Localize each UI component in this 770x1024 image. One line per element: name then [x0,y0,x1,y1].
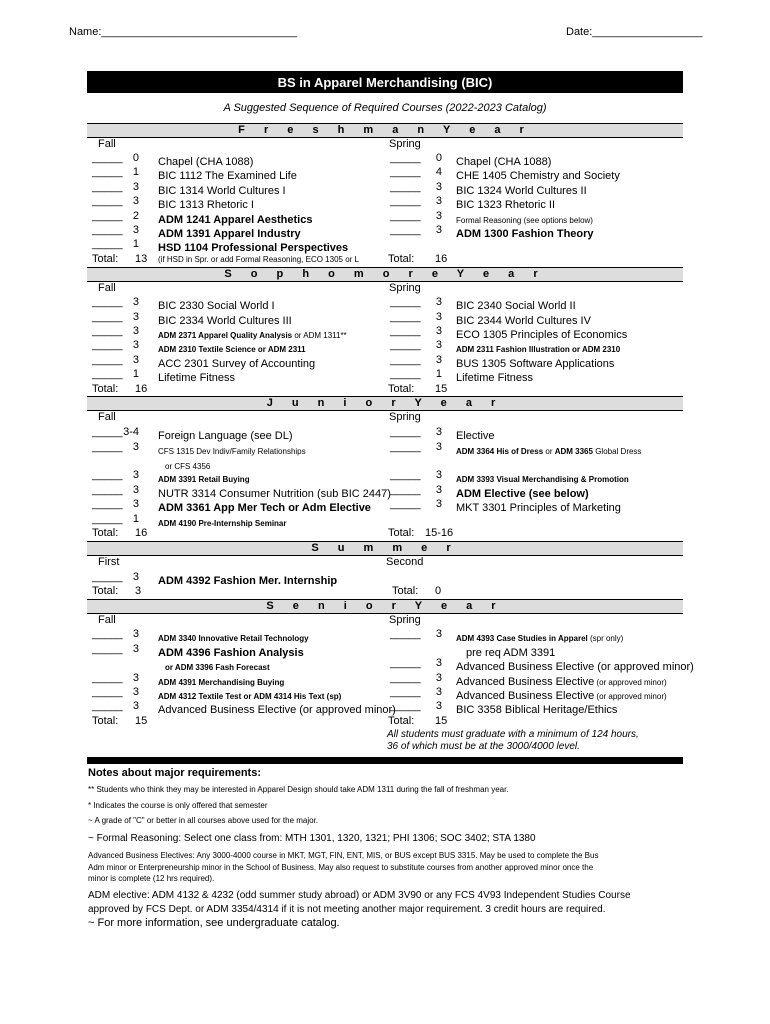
course-check-blank[interactable]: _____ [92,571,123,583]
course-check-blank[interactable]: _____ [390,700,421,712]
course-check-blank[interactable]: _____ [390,224,421,236]
freshman-year-heading: F r e s h m a n Y e a r [238,124,532,136]
credit-hours: 3 [435,469,442,481]
note-business-electives-1: Advanced Business Electives: Any 3000-4000 course in MKT, MGT, FIN, ENT, MIS, or BUS except BUS 3315. May be used to complete the Bus [88,851,599,860]
course-check-blank[interactable]: _____ [92,686,123,698]
senior-left-total: 15 [135,715,148,727]
course-check-blank[interactable]: _____ [390,152,421,164]
course-row [456,441,641,459]
course-name: Chapel (CHA 1088) [158,156,254,168]
course-check-blank[interactable]: _____ [92,195,123,207]
course-check-blank[interactable]: _____ [92,311,123,323]
junior-year-heading: J u n i o r Y e a r [266,397,504,409]
course-name: Advanced Business Elective [456,676,595,688]
course-name: ADM 2311 Fashion Illustration or ADM 2310 [456,345,621,354]
freshman-total-note: (if HSD in Spr. or add Formal Reasoning, ECO 1305 or L [158,255,359,264]
note-offered: * Indicates the course is only offered that semester [88,801,268,810]
course-name: ADM 4190 Pre-Internship Seminar [158,519,287,528]
junior-left-total-label: Total: [92,527,119,539]
credit-hours: 3-4 [123,426,139,438]
course-name-alt: ADM 3365 [554,447,593,456]
course-check-blank[interactable]: _____ [390,325,421,337]
credit-hours: 3 [435,339,442,351]
credit-hours: 3 [435,296,442,308]
senior-right-total-label: Total: [388,715,415,727]
course-check-blank[interactable]: _____ [92,469,123,481]
course-check-blank[interactable]: _____ [390,181,421,193]
credit-hours: 3 [435,325,442,337]
course-check-blank[interactable]: _____ [92,238,123,250]
course-note: (spr only) [587,634,624,643]
course-check-blank[interactable]: _____ [92,166,123,178]
course-row [158,368,235,386]
course-check-blank[interactable]: _____ [390,339,421,351]
credit-hours: 0 [132,152,139,164]
course-check-blank[interactable]: _____ [390,210,421,222]
credit-hours: 3 [132,700,139,712]
course-check-blank[interactable]: _____ [390,484,421,496]
credit-hours: 3 [132,296,139,308]
course-row [158,513,286,531]
course-name: ADM 4396 Fashion Analysis [158,647,304,659]
sophomore-year-heading: S o p h o m o r e Y e a r [224,268,546,280]
course-row [456,700,617,718]
sophomore-left-total: 16 [135,383,148,395]
freshman-left-total-label: Total: [92,253,119,265]
freshman-year-header [87,123,683,138]
course-row [158,571,337,589]
course-name: ADM Elective (see below) [456,488,589,500]
course-check-blank[interactable]: _____ [92,513,123,525]
note-adm-elective-1: ADM elective: ADM 4132 & 4232 (odd summer study abroad) or ADM 3V90 or any FCS 4V93 Independent Studies Course [88,890,631,901]
freshman-right-total: 16 [435,253,448,265]
course-check-blank[interactable]: _____ [92,498,123,510]
course-name: ECO 1305 Principles of Economics [456,329,628,341]
course-check-blank[interactable]: _____ [390,686,421,698]
course-check-blank[interactable]: _____ [92,339,123,351]
course-check-blank[interactable]: _____ [92,426,123,438]
summer-right-total-label: Total: [392,585,419,597]
course-row [456,224,594,242]
junior-left-term: Fall [98,411,116,423]
summer-left-total-label: Total: [92,585,119,597]
date-field-label[interactable]: Date:__________________ [566,26,703,38]
course-name: Foreign Language (see DL) [158,430,293,442]
note-catalog: ~ For more information, see undergraduate catalog. [88,917,340,929]
course-check-blank[interactable]: _____ [390,195,421,207]
freshman-right-term: Spring [389,138,421,150]
course-name: CHE 1405 Chemistry and Society [456,170,620,182]
course-name: Advanced Business Elective (or approved minor) [158,704,396,716]
course-note: (or approved minor) [594,678,667,687]
course-name: BIC 1313 Rhetoric I [158,199,254,211]
course-note: Global Dress [592,447,642,456]
sophomore-left-term: Fall [98,282,116,294]
course-check-blank[interactable]: _____ [390,469,421,481]
course-name: ADM 3391 Retail Buying [158,475,250,484]
credit-hours: 3 [435,484,442,496]
course-name: Lifetime Fitness [456,372,534,384]
course-check-blank[interactable]: _____ [92,210,123,222]
course-check-blank[interactable]: _____ [92,700,123,712]
course-check-blank[interactable]: _____ [92,152,123,164]
course-name: BIC 2334 World Cultures III [158,315,292,327]
credit-hours: 3 [132,339,139,351]
credit-hours: 1 [435,368,442,380]
course-check-blank[interactable]: _____ [92,672,123,684]
credit-hours: 3 [132,484,139,496]
junior-year-header [87,396,683,411]
summer-left-total: 3 [135,585,142,597]
course-name: BIC 3358 Biblical Heritage/Ethics [456,704,618,716]
course-name: or CFS 4356 [165,462,211,471]
course-check-blank[interactable]: _____ [390,166,421,178]
course-check-blank[interactable]: _____ [92,181,123,193]
credit-hours: 3 [435,700,442,712]
course-check-blank[interactable]: _____ [92,441,123,453]
credit-hours: 3 [132,441,139,453]
credit-hours: 3 [435,354,442,366]
senior-left-term: Fall [98,614,116,626]
course-name: BIC 2344 World Cultures IV [456,315,591,327]
credit-hours: 3 [132,181,139,193]
course-name: Formal Reasoning (see options below) [456,216,593,225]
credit-hours: 0 [435,152,442,164]
course-check-blank[interactable]: _____ [92,224,123,236]
credit-hours: 1 [132,238,139,250]
credit-hours: 3 [435,311,442,323]
course-name: Chapel (CHA 1088) [456,156,552,168]
credit-hours: 3 [132,686,139,698]
name-field-label[interactable]: Name:________________________________ [69,26,298,38]
course-row [158,700,396,718]
credit-hours: 3 [435,426,442,438]
course-check-blank[interactable]: _____ [92,643,123,655]
course-name: ADM 2371 Apparel Quality Analysis [158,331,293,340]
junior-right-total-label: Total: [388,527,415,539]
sophomore-right-total-label: Total: [388,383,415,395]
course-check-blank[interactable]: _____ [390,426,421,438]
credit-hours: 1 [132,166,139,178]
course-name: ADM 1300 Fashion Theory [456,228,594,240]
credit-hours: 1 [132,368,139,380]
course-check-blank[interactable]: _____ [390,498,421,510]
course-check-blank[interactable]: _____ [390,441,421,453]
course-check-blank[interactable]: _____ [390,296,421,308]
credit-hours: 3 [132,354,139,366]
course-check-blank[interactable]: _____ [390,368,421,380]
course-name: CFS 1315 Dev Indiv/Family Relationships [158,447,306,456]
credit-hours: 3 [435,195,442,207]
course-check-blank[interactable]: _____ [92,296,123,308]
course-name: ADM 3364 His of Dress [456,447,544,456]
note-grade: ~ A grade of "C" or better in all courses above used for the major. [88,816,319,825]
table-bottom-band [87,757,683,764]
summer-year-heading: S u m m e r [311,542,459,554]
summer-left-term: First [98,556,120,568]
course-check-blank[interactable]: _____ [390,628,421,640]
junior-left-total: 16 [135,527,148,539]
note-business-electives-2: Adm minor or Enterpreneurship minor in the School of Business. May also request to substitute courses from another approved minor once the [88,863,594,872]
credit-hours: 4 [435,166,442,178]
course-check-blank[interactable]: _____ [92,354,123,366]
course-check-blank[interactable]: _____ [390,354,421,366]
summer-right-term: Second [386,556,424,568]
course-name: ADM 4312 Textile Test or ADM 4314 His Text (sp) [158,692,342,701]
senior-right-total: 15 [435,715,448,727]
course-connector: or [543,447,555,456]
credit-hours: 3 [435,672,442,684]
course-name: BIC 1112 The Examined Life [158,170,297,182]
course-check-blank[interactable]: _____ [390,672,421,684]
course-name: ACC 2301 Survey of Accounting [158,358,316,370]
junior-right-term: Spring [389,411,421,423]
senior-year-header [87,599,683,614]
course-name: BIC 1314 World Cultures I [158,185,286,197]
course-name: ADM 2310 Textile Science or ADM 2311 [158,345,306,354]
course-row [158,238,348,256]
course-name: or ADM 3396 Fash Forecast [165,663,270,672]
credit-hours: 3 [132,325,139,337]
freshman-left-term: Fall [98,138,116,150]
course-name: Advanced Business Elective (or approved minor) [456,661,694,673]
note-adm-elective-2: approved by FCS Dept. or ADM 3354/4314 if it is not meeting another major requirement. 3 credit hours are required. [88,904,606,915]
course-name: HSD 1104 Professional Perspectives [158,242,349,254]
course-name: ADM 3393 Visual Merchandising & Promotion [456,475,629,484]
sophomore-year-header [87,267,683,282]
credit-hours: 3 [132,498,139,510]
credit-hours: 3 [132,571,139,583]
course-check-blank[interactable]: _____ [92,325,123,337]
course-name: Advanced Business Elective [456,690,595,702]
credit-hours: 3 [435,210,442,222]
course-name: ADM 4391 Merchandising Buying [158,678,285,687]
course-name: Lifetime Fitness [158,372,236,384]
credit-hours: 3 [435,441,442,453]
summer-year-header [87,541,683,556]
sophomore-right-term: Spring [389,282,421,294]
credit-hours: 3 [435,657,442,669]
senior-year-heading: S e n i o r Y e a r [266,600,504,612]
credit-hours: 3 [132,469,139,481]
graduation-note-1: All students must graduate with a minimum of 124 hours, [387,729,639,740]
credit-hours: 3 [132,628,139,640]
course-name: BIC 1323 Rhetoric II [456,199,556,211]
course-name: BUS 1305 Software Applications [456,358,615,370]
note-formal-reasoning: ~ Formal Reasoning: Select one class from: MTH 1301, 1320, 1321; PHI 1306; SOC 3402; STA 1380 [88,833,536,844]
course-check-blank[interactable]: _____ [92,368,123,380]
page-subtitle: A Suggested Sequence of Required Courses (2022-2023 Catalog) [223,102,547,114]
course-note: (or approved minor) [594,692,667,701]
credit-hours: 3 [132,195,139,207]
credit-hours: 3 [132,224,139,236]
course-name: BIC 2330 Social World I [158,300,275,312]
course-name: MKT 3301 Principles of Marketing [456,502,621,514]
course-check-blank[interactable]: _____ [390,657,421,669]
course-check-blank[interactable]: _____ [390,311,421,323]
credit-hours: 3 [435,628,442,640]
freshman-left-total: 13 [135,253,148,265]
course-name: ADM 3340 Innovative Retail Technology [158,634,309,643]
credit-hours: 3 [132,643,139,655]
graduation-note-2: 36 of which must be at the 3000/4000 level. [387,741,580,752]
junior-right-total: 15-16 [425,527,454,539]
course-name: Elective [456,430,495,442]
course-name: pre req ADM 3391 [466,647,556,659]
course-name: ADM 4393 Case Studies in Apparel [456,634,588,643]
credit-hours: 3 [435,686,442,698]
course-check-blank[interactable]: _____ [92,628,123,640]
sophomore-left-total-label: Total: [92,383,119,395]
credit-hours: 3 [132,311,139,323]
course-name: BIC 1324 World Cultures II [456,185,587,197]
course-name: ADM 1241 Apparel Aesthetics [158,214,313,226]
course-name: NUTR 3314 Consumer Nutrition (sub BIC 2447) [158,488,391,500]
note-business-electives-3: minor is complete (12 hrs required). [88,874,215,883]
sophomore-right-total: 15 [435,383,448,395]
credit-hours: 1 [132,513,139,525]
course-check-blank[interactable]: _____ [92,484,123,496]
credit-hours: 3 [435,181,442,193]
course-name: ADM 4392 Fashion Mer. Internship [158,575,338,587]
course-name: BIC 2340 Social World II [456,300,576,312]
note-design: ** Students who think they may be interested in Apparel Design should take ADM 1311 during the fall of freshman year. [88,785,509,794]
course-name: ADM 3361 App Mer Tech or Adm Elective [158,502,371,514]
page-title: BS in Apparel Merchandising (BIC) [277,75,493,90]
senior-right-term: Spring [389,614,421,626]
course-row [456,368,533,386]
credit-hours: 3 [435,224,442,236]
course-note: or ADM 1311** [292,331,347,340]
credit-hours: 3 [132,672,139,684]
freshman-right-total-label: Total: [388,253,415,265]
credit-hours: 3 [435,498,442,510]
summer-right-total: 0 [435,585,442,597]
credit-hours: 2 [132,210,139,222]
course-row [456,498,621,516]
course-name: ADM 1391 Apparel Industry [158,228,301,240]
notes-heading: Notes about major requirements: [88,767,261,779]
senior-left-total-label: Total: [92,715,119,727]
